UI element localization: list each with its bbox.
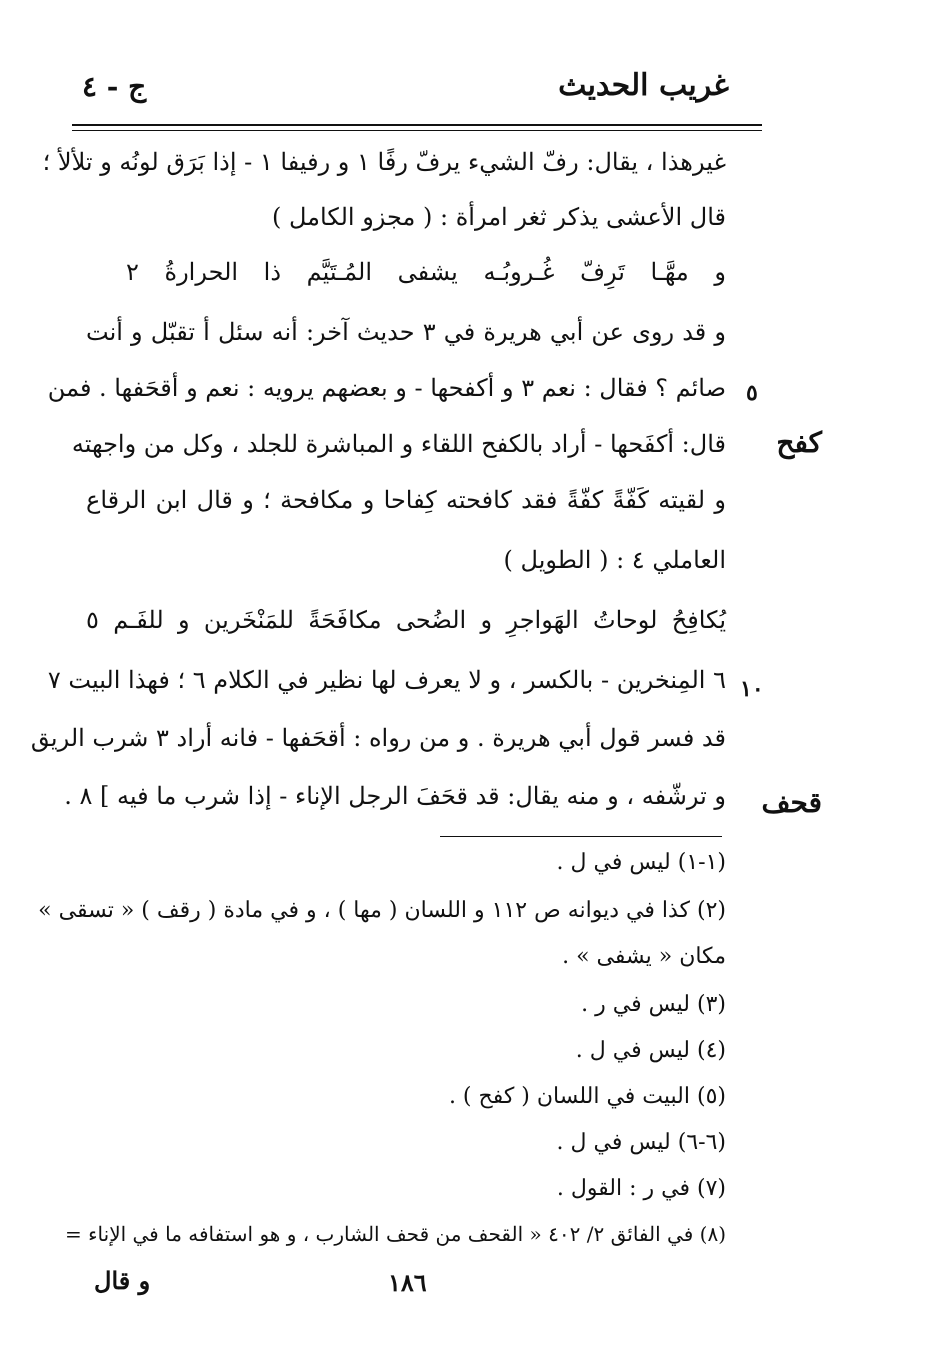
verse-line: يُكافِحُ لوحاتُ الهَواجرِ و الضُحى مكافَحَةً للمَنْخَرين و للفَـم ٥ — [86, 606, 726, 634]
footnote: (١-١) ليس في ل . — [556, 850, 726, 875]
footnote: (٤) ليس في ل . — [575, 1038, 726, 1063]
margin-headword: قحف — [761, 786, 822, 819]
footnote: (٨) في الفائق ٢/ ٤٠٢ « القحف من قحف الشارب ، و هو استفافه ما في الإناء = — [65, 1222, 726, 1246]
verse-line: و مهَّـا تَرِفّ غُـروبُـه يشفى المُـتَيَّم ذا الحرارةُ ٢ — [126, 258, 726, 286]
body-line: و لقيته كَفّةً كفّةً فقد كافحته كِفاحا و مكافحة ؛ و قال ابن الرقاع — [86, 486, 726, 514]
footnote: (٥) البيت في اللسان ( كفح ) . — [448, 1084, 726, 1109]
footnote: (٢) كذا في ديوانه ص ١١٢ و اللسان ( مها ) ، و في مادة ( رقف ) « تسقى » — [38, 898, 726, 923]
body-line: العاملي ٤ : ( الطويل ) — [503, 546, 726, 574]
body-line: قال: أكفَحها - أراد بالكفح اللقاء و المباشرة للجلد ، وكل من واجهته — [71, 430, 726, 458]
footnote: (٧) في ر : القول . — [556, 1176, 726, 1201]
body-line: قد فسر قول أبي هريرة . و من رواه : أقحَفها - فانه أراد ٣ شرب الريق — [30, 724, 726, 752]
catchword: و قال — [94, 1266, 151, 1295]
page-number: ١٨٦ — [388, 1268, 427, 1297]
body-line: و قد روى عن أبي هريرة في ٣ حديث آخر: أنه سئل أ تقبّل و أنت — [86, 318, 726, 346]
running-title: غريب الحديث — [558, 68, 729, 103]
header-rule — [72, 124, 762, 126]
body-line: قال الأعشى يذكر ثغر امرأة : ( مجزو الكامل ) — [272, 203, 726, 231]
line-number: ١٠ — [740, 676, 764, 702]
volume-label: ج - ٤ — [82, 70, 147, 103]
margin-headword: كفح — [776, 426, 822, 459]
line-number: ٥ — [746, 380, 758, 406]
footnote: (٣) ليس في ر . — [581, 992, 726, 1017]
footnote: مكان « يشفى » . — [562, 944, 726, 969]
body-line: غيرهذا ، يقال: رفّ الشيء يرفّ رفًا ١ و رفيفا ١ - إذا بَرَق لونُه و تلألأ ؛ — [42, 148, 726, 176]
footnote-separator — [440, 836, 722, 837]
header-rule-thin — [72, 130, 762, 131]
footnote: (٦-٦) ليس في ل . — [556, 1130, 726, 1155]
body-line: ٦ المِنخرين - بالكسر ، و لا يعرف لها نظير في الكلام ٦ ؛ فهذا البيت ٧ — [47, 666, 726, 694]
body-line: صائم ؟ فقال : نعم ٣ و أكفحها - و بعضهم يرويه : نعم و أقحَفها . فمن — [47, 374, 726, 402]
body-line: و ترشّفه ، و منه يقال: قد قحَفَ الرجل الإناء - إذا شرب ما فيه ] ٨ . — [64, 782, 726, 810]
